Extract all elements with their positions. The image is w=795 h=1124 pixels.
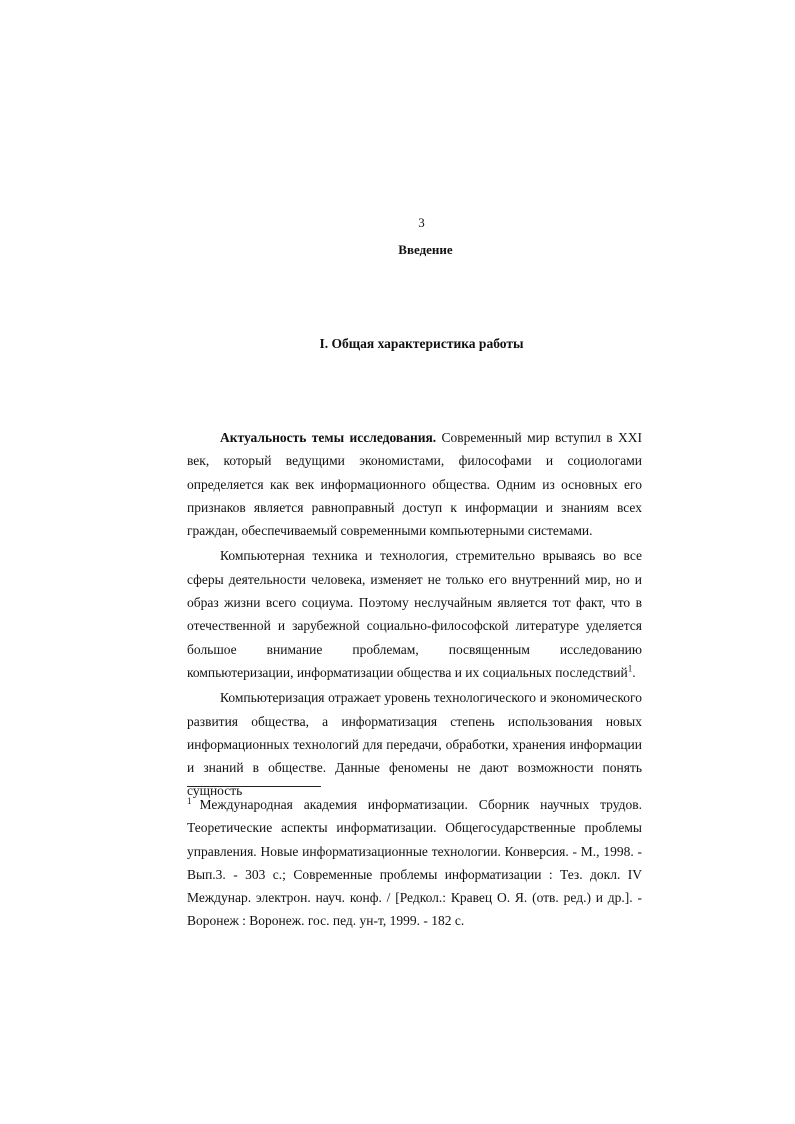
paragraph-text: Современный мир вступил в XXI век, который ведущими экономистами, философами и социологами определяется как век информационного общества. Одним из основных его признаков является равноправный доступ к информации и знаниям всех граждан, обеспечиваемый современными компьютерными системами.: [187, 430, 642, 539]
paragraph-lead: Актуальность темы исследования.: [220, 430, 437, 445]
paragraph-1: [187, 426, 642, 542]
paragraph-tail: .: [632, 664, 636, 680]
section-heading: I. Общая характеристика работы: [319, 336, 524, 351]
footnote: [187, 793, 642, 933]
footnote-reference[interactable]: 1: [627, 663, 633, 674]
footnote-separator: [187, 786, 321, 787]
paragraph-2: [187, 544, 642, 684]
intro-heading: Введение: [398, 242, 453, 257]
page-number: 3: [418, 215, 425, 230]
paragraph-text: Компьютеризация отражает уровень технологического и экономического развития общества, а информатизация степень использования новых информационных технологий для передачи, обработки, хранения информации и знаний в обществе. Данные феномены не дают возможности понять сущность: [187, 690, 642, 799]
body-text: [187, 426, 642, 805]
footnote-text: Международная академия информатизации. Сборник научных трудов. Теоретические аспекты информатизации. Общегосударственные проблемы управления. Новые информатизационные технологии. Конверсия. - М., 1998. - Вып.3. - 303 с.; Современные проблемы информатизации : Тез. докл. IV Междунар. электрон. науч. конф. / [Редкол.: Кравец О. Я. (отв. ред.) и др.]. - Воронеж : Воронеж. гос. пед. ун-т, 1999. - 182 с.: [187, 797, 642, 929]
footnote-mark: 1: [187, 795, 192, 806]
paragraph-text: Компьютерная техника и технология, стремительно врываясь во все сферы деятельности человека, изменяет не только его внутренний мир, но и образ жизни всего социума. Поэтому неслучайным является тот факт, что в отечественной и зарубежной социально-философской литературе уделяется большое внимание проблемам, посвященным исследованию компьютеризации, информатизации общества и их социальных последствий: [187, 548, 642, 680]
